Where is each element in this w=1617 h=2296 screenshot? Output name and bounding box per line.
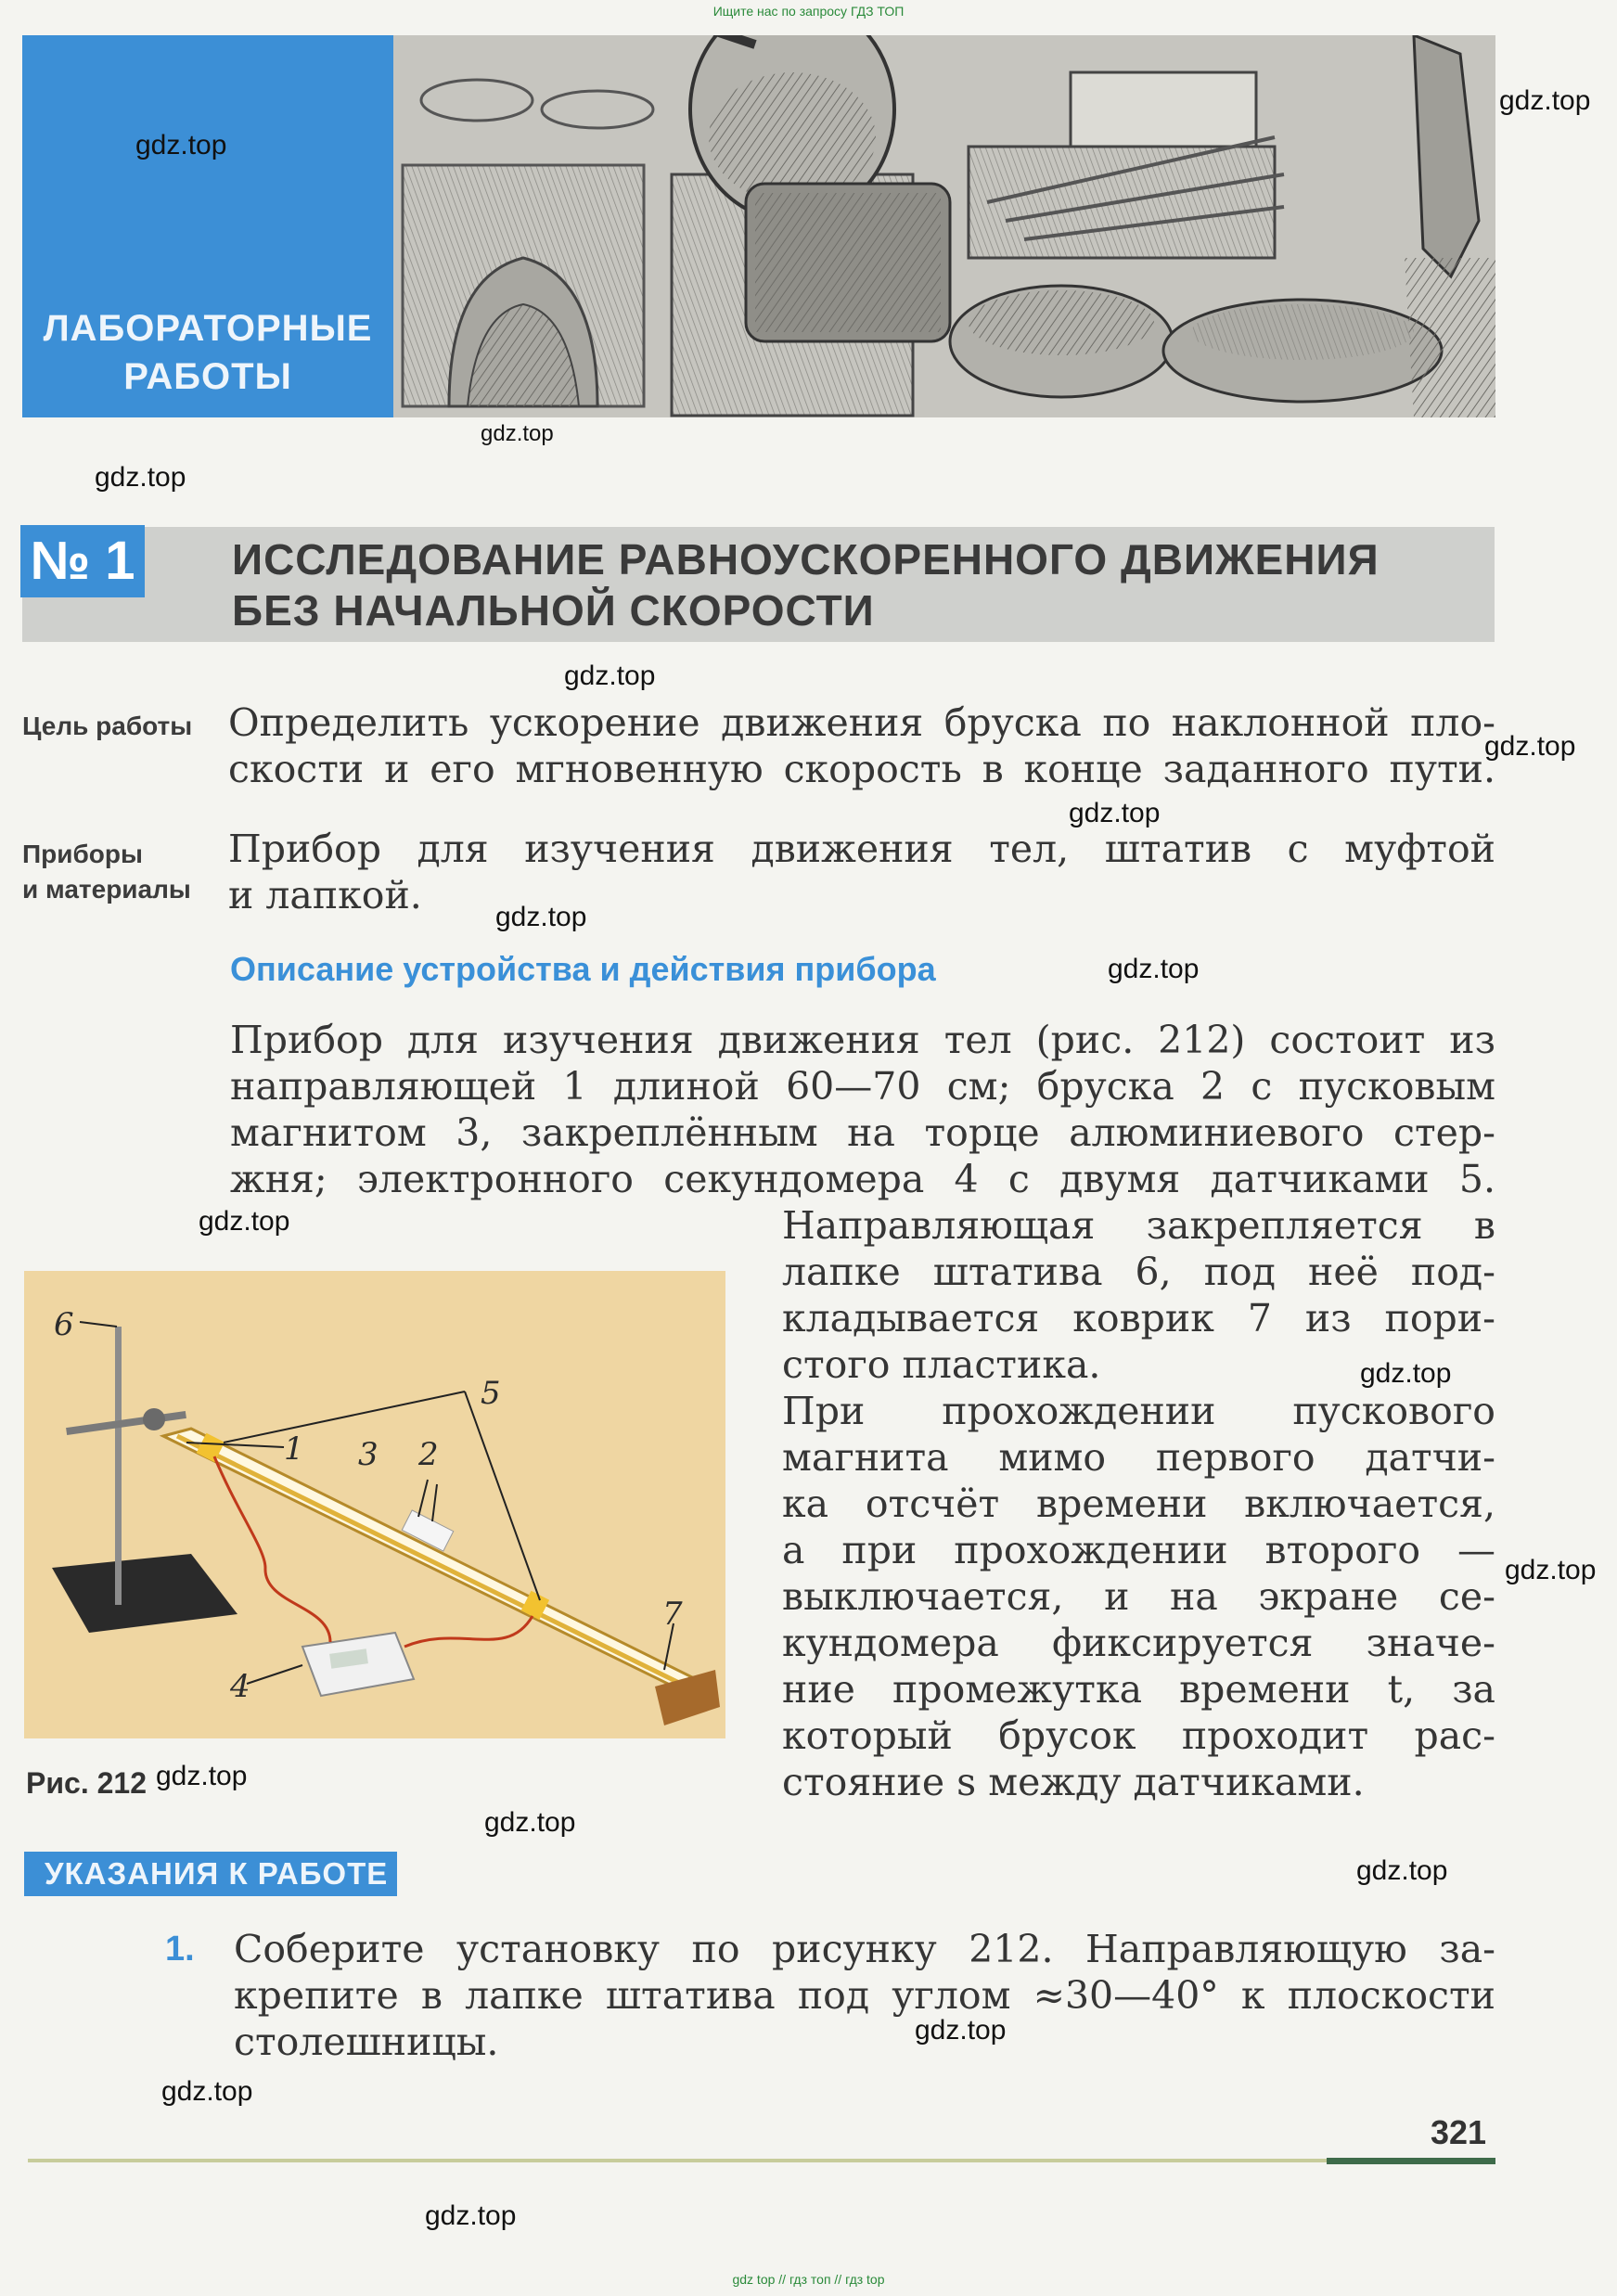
watermark: gdz.top — [1108, 954, 1200, 984]
description-line: ка отсчёт времени включается, — [782, 1481, 1495, 1526]
footer-rule-accent — [1327, 2158, 1495, 2164]
description-line: выключается, и на экране се- — [782, 1574, 1495, 1619]
watermark: gdz.top — [1069, 798, 1161, 828]
watermark: gdz.top — [1356, 1855, 1448, 1886]
description-line: стояние s между датчиками. — [782, 1760, 1365, 1804]
banner-title-line2: РАБОТЫ — [123, 356, 292, 397]
footer-rule — [28, 2159, 1327, 2162]
watermark: gdz.top — [1499, 85, 1591, 116]
equipment-text — [228, 826, 1495, 918]
equipment-label — [22, 837, 191, 907]
clamp-knob — [143, 1408, 165, 1430]
description-line: который брусок проходит рас- — [782, 1713, 1495, 1758]
instructions-heading: УКАЗАНИЯ К РАБОТЕ — [24, 1852, 397, 1896]
apparatus-illustration — [24, 1271, 725, 1738]
description-line: лапке штатива 6, под неё под- — [782, 1250, 1495, 1294]
equipment-label-line1: Приборы — [22, 840, 143, 868]
description-line: жня; электронного секундомера 4 с двумя датчиками 5. — [230, 1157, 1495, 1201]
figure-212-photo — [24, 1271, 725, 1738]
lab-title-bar — [22, 527, 1495, 642]
banner-title-line1: ЛАБОРАТОРНЫЕ — [43, 308, 373, 349]
bottom-site-link[interactable]: gdz top // гдз топ // гдз top — [732, 2272, 885, 2287]
description-line: Прибор для изучения движения тел (рис. 212) состоит из — [230, 1018, 1495, 1062]
banner-title — [22, 304, 393, 401]
goal-label: Цель работы — [22, 712, 193, 740]
figure-label-6: 6 — [54, 1306, 74, 1343]
description-line: магнита мимо первого датчи- — [782, 1435, 1495, 1480]
description-line: Направляющая закрепляется в — [782, 1203, 1495, 1248]
step-1-line: крепите в лапке штатива под углом ≈30—40° к плоскости — [234, 1973, 1495, 2018]
description-heading: Описание устройства и действия прибора — [230, 950, 936, 988]
description-line: направляющей 1 длиной 60—70 см; бруска 2 с пусковым — [230, 1064, 1495, 1109]
lab-title-line2: БЕЗ НАЧАЛЬНОЙ СКОРОСТИ — [232, 586, 875, 635]
lab-title-line1: ИССЛЕДОВАНИЕ РАВНОУСКОРЕННОГО ДВИЖЕНИЯ — [232, 535, 1380, 584]
goal-line1: Определить ускорение движения бруска по наклонной пло- — [228, 700, 1495, 745]
goal-text — [228, 699, 1495, 792]
description-line: стого пластика. — [782, 1342, 1101, 1387]
step-1-text — [234, 1926, 1495, 2065]
watermark: gdz.top — [95, 462, 186, 493]
description-line: магнитом 3, закреплённым на торце алюминиевого стер- — [230, 1110, 1495, 1155]
description-text-side — [782, 1202, 1495, 1805]
figure-label-2: 2 — [418, 1436, 439, 1473]
watermark: gdz.top — [915, 2015, 1007, 2046]
engraving-illustration — [393, 35, 1495, 417]
watermark: gdz.top — [425, 2200, 517, 2231]
step-1-line: столешницы. — [234, 2020, 499, 2064]
lab-title — [232, 534, 1484, 636]
watermark: gdz.top — [161, 2076, 253, 2107]
description-line: кладывается коврик 7 из пори- — [782, 1296, 1495, 1340]
figure-label-1: 1 — [284, 1430, 304, 1468]
page-number: 321 — [1431, 2113, 1487, 2151]
equipment-line2: и лапкой. — [228, 873, 422, 917]
step-1-line: Соберите установку по рисунку 212. Направляющую за- — [234, 1927, 1495, 1971]
figure-label-7: 7 — [662, 1596, 683, 1633]
equipment-label-line2: и материалы — [22, 875, 191, 904]
stand-rod — [115, 1327, 122, 1605]
description-line: При прохождении пускового — [782, 1389, 1495, 1433]
figure-label-4: 4 — [230, 1668, 250, 1705]
description-line: кундомера фиксируется значе- — [782, 1621, 1495, 1665]
watermark: gdz.top — [481, 421, 554, 446]
figure-caption: Рис. 212 — [26, 1766, 147, 1800]
watermark: gdz.top — [1360, 1358, 1452, 1389]
watermark: gdz.top — [156, 1761, 248, 1791]
watermark: gdz.top — [1484, 731, 1576, 762]
description-text-full — [230, 1017, 1495, 1202]
watermark: gdz.top — [199, 1206, 290, 1237]
figure-label-3: 3 — [358, 1436, 379, 1473]
watermark: gdz.top — [564, 661, 656, 691]
description-line: ние промежутка времени t, за — [782, 1667, 1495, 1712]
banner-section-tile — [22, 35, 393, 417]
equipment-line1: Прибор для изучения движения тел, штатив с муфтой — [228, 827, 1495, 871]
watermark: gdz.top — [135, 130, 227, 160]
figure-label-5: 5 — [481, 1375, 501, 1412]
banner-engraving-image — [393, 35, 1495, 417]
watermark: gdz.top — [495, 902, 587, 932]
lab-number-badge: № 1 — [20, 525, 145, 597]
goal-line2: скости и его мгновенную скорость в конце заданного пути. — [228, 747, 1495, 791]
watermark: gdz.top — [484, 1807, 576, 1838]
top-site-link[interactable]: Ищите нас по запросу ГДЗ ТОП — [712, 4, 905, 19]
step-1-number: 1. — [165, 1930, 195, 1969]
watermark: gdz.top — [1505, 1555, 1597, 1585]
description-line: а при прохождении второго — — [782, 1528, 1495, 1572]
